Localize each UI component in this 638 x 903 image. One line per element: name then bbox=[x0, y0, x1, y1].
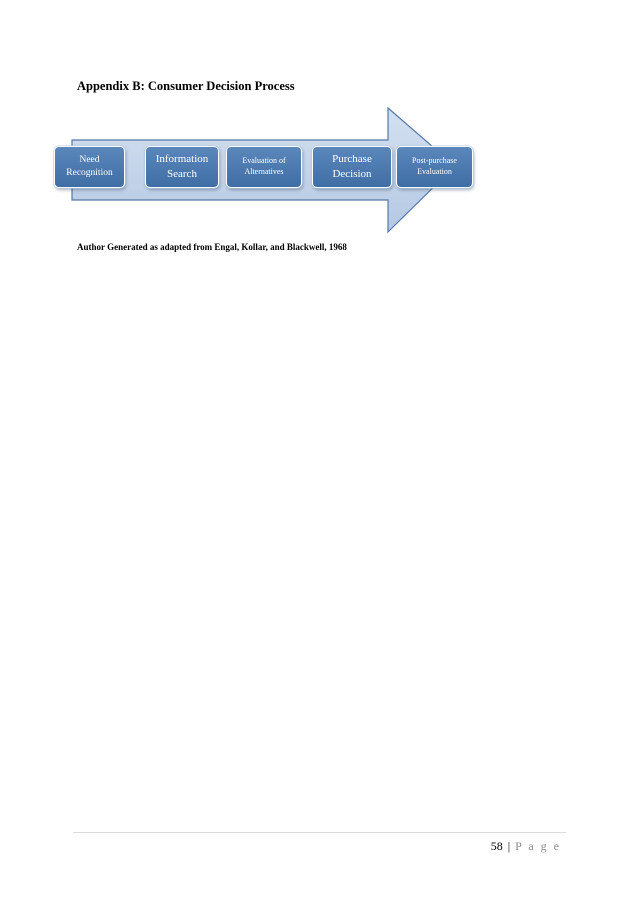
step-line: Post-purchase bbox=[412, 156, 457, 166]
step-line: Decision bbox=[332, 168, 372, 180]
step-information-search bbox=[145, 146, 219, 188]
step-line: Evaluation of bbox=[242, 156, 286, 166]
step-post-purchase-evaluation bbox=[396, 146, 473, 188]
step-line: Recognition bbox=[66, 168, 113, 178]
step-purchase-decision bbox=[312, 146, 392, 188]
footer-divider bbox=[73, 832, 566, 833]
step-line: Need bbox=[79, 155, 100, 166]
page-number: 58 bbox=[490, 839, 503, 853]
footer-separator: | bbox=[507, 839, 511, 853]
step-line: Alternatives bbox=[244, 167, 284, 176]
page-footer bbox=[491, 839, 561, 854]
step-line: Purchase bbox=[332, 153, 372, 166]
step-line: Information bbox=[155, 153, 209, 166]
step-need-recognition bbox=[54, 146, 125, 188]
page-label: P a g e bbox=[515, 839, 561, 853]
step-line: Evaluation bbox=[417, 167, 452, 176]
appendix-heading: Appendix B: Consumer Decision Process bbox=[77, 79, 295, 93]
step-line: Search bbox=[167, 168, 197, 180]
step-evaluation-of-alternatives bbox=[226, 146, 302, 188]
figure-caption: Author Generated as adapted from Engal, Kollar, and Blackwell, 1968 bbox=[77, 242, 347, 252]
